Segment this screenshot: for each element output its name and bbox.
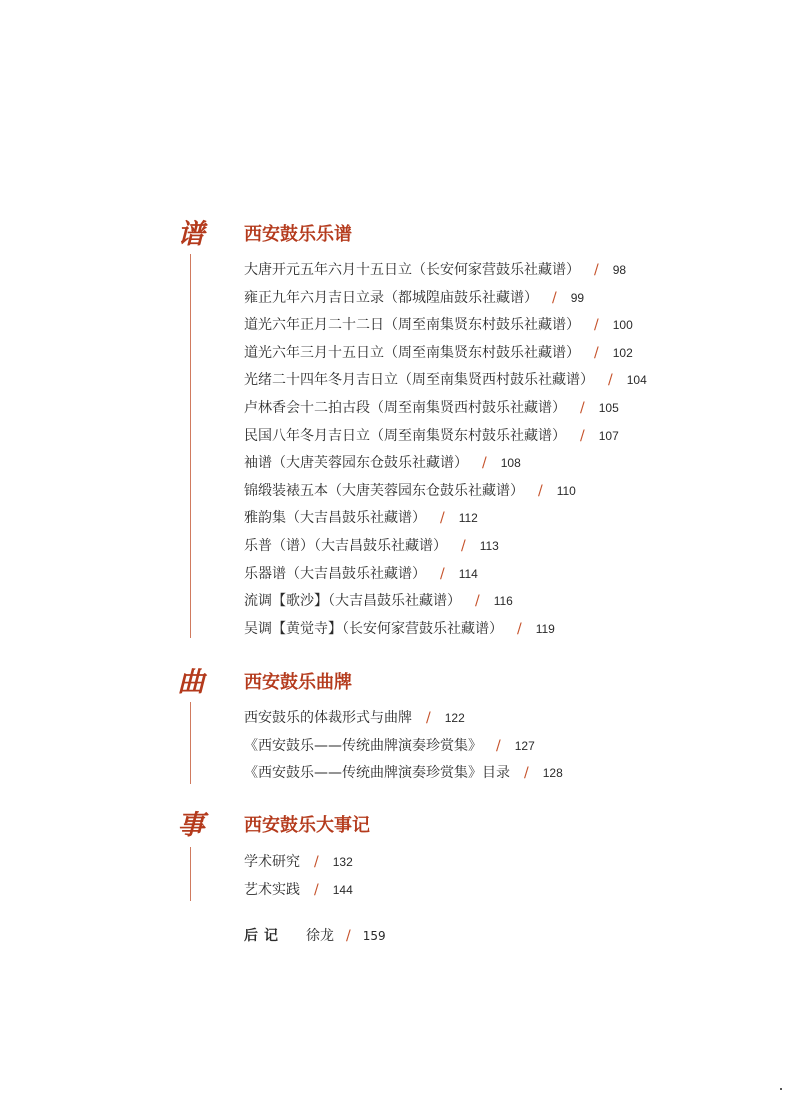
page-number: 132 xyxy=(332,855,353,869)
toc-entry[interactable]: 《西安鼓乐——传统曲牌演奏珍赏集》目录 / 128 xyxy=(244,765,563,782)
page-number: 102 xyxy=(612,345,633,360)
page-number: 114 xyxy=(458,566,478,581)
page-number: 98 xyxy=(612,263,627,277)
page-number: 112 xyxy=(458,511,478,526)
page-number: 119 xyxy=(535,621,555,636)
toc-entry[interactable]: 乐普（谱）（大吉昌鼓乐社藏谱） / 113 xyxy=(244,537,499,554)
toc-entry[interactable]: 光绪二十四年冬月吉日立（周至南集贤西村鼓乐社藏谱） / 104 xyxy=(244,372,647,389)
page-mark xyxy=(780,1088,782,1090)
toc-entry[interactable]: 卢林香会十二拍古段（周至南集贤西村鼓乐社藏谱） / 105 xyxy=(244,399,619,416)
page-number: 105 xyxy=(598,400,619,415)
section-divider-line xyxy=(190,847,191,901)
afterword-label: 后记 xyxy=(244,928,284,944)
toc-entry[interactable]: 道光六年正月二十二日（周至南集贤东村鼓乐社藏谱） / 100 xyxy=(244,317,633,334)
toc-entry[interactable]: 锦缎装裱五本（大唐芙蓉园东仓鼓乐社藏谱） / 110 xyxy=(244,482,576,499)
toc-entry[interactable]: 西安鼓乐的体裁形式与曲牌 / 122 xyxy=(244,710,465,726)
toc-entry[interactable]: 道光六年三月十五日立（周至南集贤东村鼓乐社藏谱） / 102 xyxy=(244,344,633,361)
entry-list xyxy=(244,705,563,788)
section-divider-line xyxy=(190,702,191,784)
section-title: 西安鼓乐乐谱 xyxy=(244,224,352,245)
afterword-author: 徐龙 xyxy=(306,928,334,944)
page-number: 116 xyxy=(493,594,513,609)
page-number: 144 xyxy=(332,882,353,897)
toc-entry[interactable]: 民国八年冬月吉日立（周至南集贤东村鼓乐社藏谱） / 107 xyxy=(244,427,619,444)
toc-entry[interactable]: 雅韵集（大吉昌鼓乐社藏谱） / 112 xyxy=(244,510,478,527)
toc-entry[interactable]: 乐器谱（大吉昌鼓乐社藏谱） / 114 xyxy=(244,565,478,582)
toc-entry[interactable]: 大唐开元五年六月十五日立（长安何家营鼓乐社藏谱） / 98 xyxy=(244,262,627,278)
section-tunes xyxy=(176,668,776,788)
section-tunes-glyph: 曲 xyxy=(177,667,205,698)
afterword-entry[interactable]: 后记 徐龙 / 159 xyxy=(244,928,386,944)
section-chronicle xyxy=(176,811,776,903)
section-scores-glyph: 谱 xyxy=(177,219,205,250)
toc-entry[interactable]: 吴调【黄觉寺】（长安何家营鼓乐社藏谱） / 119 xyxy=(244,620,555,637)
page-number: 128 xyxy=(542,766,563,781)
section-chronicle-glyph: 事 xyxy=(177,810,205,841)
page-number: 159 xyxy=(362,929,386,943)
section-title: 西安鼓乐大事记 xyxy=(244,815,370,836)
toc-entry[interactable]: 艺术实践 / 144 xyxy=(244,881,353,898)
toc-entry[interactable]: 《西安鼓乐——传统曲牌演奏珍赏集》 / 127 xyxy=(244,737,535,754)
page-number: 107 xyxy=(598,428,619,443)
section-divider-line xyxy=(190,254,191,638)
page-number: 127 xyxy=(514,738,535,753)
entry-list xyxy=(244,849,353,904)
toc-entry[interactable]: 流调【歌沙】（大吉昌鼓乐社藏谱） / 116 xyxy=(244,593,513,610)
page-number: 104 xyxy=(626,373,647,388)
page-number: 122 xyxy=(444,711,465,725)
toc-entry[interactable]: 雍正九年六月吉日立录（都城隍庙鼓乐社藏谱） / 99 xyxy=(244,289,585,306)
section-title: 西安鼓乐曲牌 xyxy=(244,672,352,693)
page-number: 108 xyxy=(500,456,521,471)
page-number: 100 xyxy=(612,318,633,333)
toc-entry[interactable]: 袖谱（大唐芙蓉园东仓鼓乐社藏谱） / 108 xyxy=(244,455,521,472)
section-scores xyxy=(176,220,776,640)
entry-list xyxy=(244,257,647,643)
toc-entry[interactable]: 学术研究 / 132 xyxy=(244,854,353,870)
page-number: 113 xyxy=(479,538,499,553)
page-number: 99 xyxy=(570,290,585,305)
page-number: 110 xyxy=(556,483,576,498)
